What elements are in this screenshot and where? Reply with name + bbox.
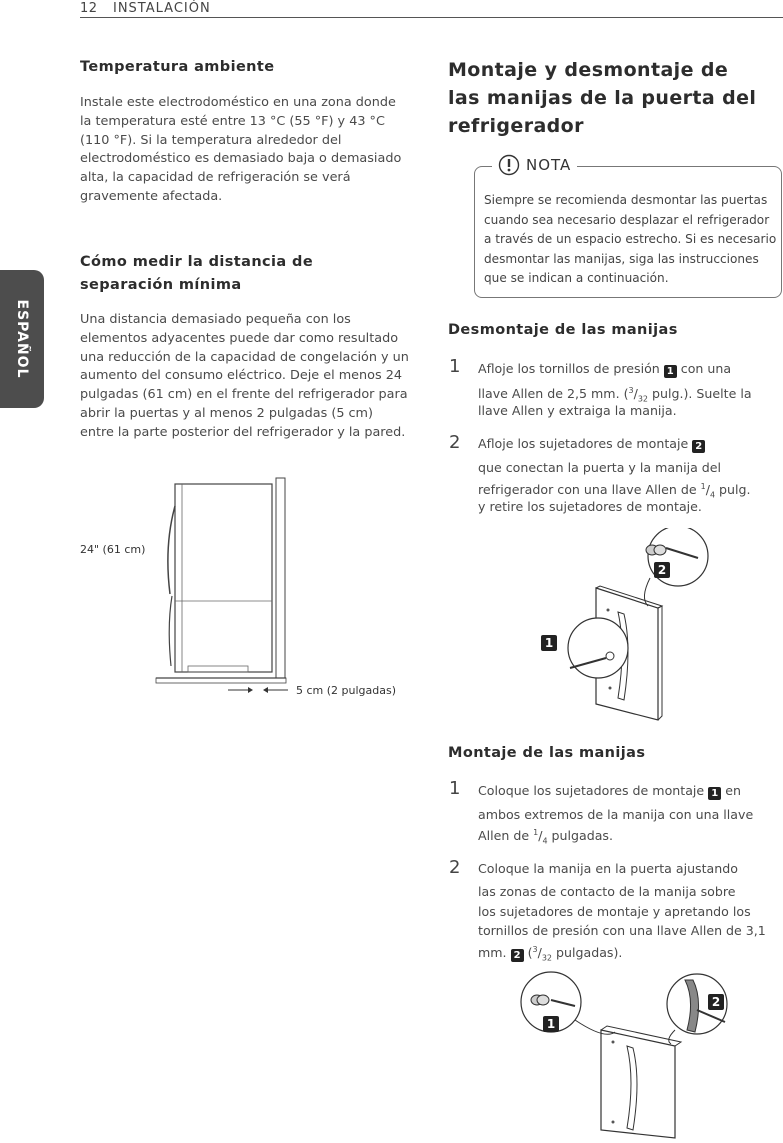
fraction: $^3/_{32}$ <box>628 386 649 404</box>
removal-step2-line4: y retire los sujetadores de montaje. <box>478 499 702 514</box>
clearance-heading-line1: Cómo medir la distancia de <box>80 254 314 270</box>
temp-heading: Temperatura ambiente <box>80 59 275 75</box>
removal-step1-number: 1 <box>449 356 461 377</box>
rear-distance-label: 5 cm (2 pulgadas) <box>296 684 397 697</box>
mount-step1-text-d: Allen de <box>478 828 534 844</box>
temp-paragraph: Instale este electrodoméstico en una zona donde la temperatura esté entre 13 °C (55 °F) y 43 °C (110 °F). Si la temperatura alrededor del electrodoméstico es demasiado baja o demasiado alta, la capacidad de refrigeración se verá gravemente afectada. <box>80 95 402 204</box>
mount-step1-text-e: pulgadas. <box>547 828 613 844</box>
mount-illustration <box>515 970 735 1140</box>
removal-step1-line1 <box>478 359 778 378</box>
mount-step1-line3 <box>478 823 613 851</box>
section-title: INSTALACIÓN <box>113 1 211 16</box>
fraction: $^1/_4$ <box>533 828 548 846</box>
main-heading-line3: refrigerador <box>448 115 584 137</box>
removal-step2-text-a: Afloje los sujetadores de montaje <box>478 436 689 451</box>
removal-step1-text-a: Afloje los tornillos de presión <box>478 361 660 376</box>
note-text: Siempre se recomienda desmontar las puertas cuando sea necesario desplazar el refrigerador a través de un espacio estrecho. Si es necesario desmontar las manijas, siga las instrucciones que se indican a continuación. <box>484 193 777 286</box>
removal-heading: Desmontaje de las manijas <box>448 322 678 338</box>
fridge-clearance-diagram <box>150 476 290 694</box>
main-heading-line2: las manijas de la puerta del <box>448 87 757 109</box>
removal-step1-text-b: con una <box>680 361 732 376</box>
mount-step2-text-e: mm. <box>478 945 507 961</box>
warning-icon <box>498 154 520 176</box>
removal-illustration <box>530 528 710 724</box>
main-heading-line1: Montaje y desmontaje de <box>448 59 729 81</box>
callout-badge-2: 2 <box>511 949 524 962</box>
removal-step1-text-d: pulg.). Suelte la <box>648 386 752 402</box>
callout-badge-1: 1 <box>708 787 721 800</box>
illustration-callout-1: 1 <box>541 631 557 651</box>
rear-gap-arrows <box>226 683 292 697</box>
clearance-paragraph: Una distancia demasiado pequeña con los elementos adyacentes puede dar como resultado una reducción de la capacidad de congelación y un aumento del consumo eléctrico. Deje el menos 24 pulgadas (61 cm) en el frente del refrigerador para abrir la puertas y al menos 2 pulgadas (5 cm) entre la parte posterior del refrigerador y la pared. <box>80 312 409 440</box>
note-header <box>492 152 577 178</box>
callout-badge-2: 2 <box>692 440 705 453</box>
mount-step2-line2: las zonas de contacto de la manija sobre <box>478 884 736 899</box>
removal-step2-text-d: pulg. <box>715 482 751 498</box>
mount-step1-text-a: Coloque los sujetadores de montaje <box>478 783 705 798</box>
mount-step2-line1: Coloque la manija en la puerta ajustando <box>478 861 738 876</box>
removal-step2-line2: que conectan la puerta y la manija del <box>478 460 722 475</box>
illustration-callout-2: 2 <box>654 558 670 578</box>
mount-step2-line5 <box>478 940 622 968</box>
clearance-heading-line2: separación mínima <box>80 277 242 293</box>
mount-illustration-callout-1: 1 <box>543 1012 559 1032</box>
fraction: $^1/_4$ <box>700 482 716 500</box>
mount-step2-number: 2 <box>449 857 461 878</box>
front-distance-label: 24" (61 cm) <box>80 543 146 556</box>
language-tab <box>0 270 44 408</box>
mount-illustration-callout-2: 2 <box>708 990 724 1010</box>
header-rule <box>80 17 783 18</box>
removal-step2-line1 <box>478 434 778 453</box>
removal-step2-number: 2 <box>449 432 461 453</box>
mount-step1-line1 <box>478 781 778 800</box>
callout-badge-1: 1 <box>664 365 677 378</box>
mount-step2-text-f: ( <box>523 945 533 961</box>
mount-step1-line2: ambos extremos de la manija con una llave <box>478 807 754 822</box>
removal-step2-text-c: refrigerador con una llave Allen de <box>478 482 701 498</box>
mount-heading: Montaje de las manijas <box>448 745 646 761</box>
fraction: $^3/_{32}$ <box>532 945 553 963</box>
removal-step1-text-c: llave Allen de 2,5 mm. ( <box>478 386 629 402</box>
page-number: 12 <box>80 1 98 16</box>
mount-step2-line3: los sujetadores de montaje y apretando los <box>478 904 751 919</box>
mount-step2-text-g: pulgadas). <box>552 945 623 961</box>
mount-step1-number: 1 <box>449 778 461 799</box>
note-title: NOTA <box>526 156 572 174</box>
removal-step1-line3: llave Allen y extraiga la manija. <box>478 403 677 418</box>
language-tab-label: ESPAÑOL <box>14 299 30 379</box>
mount-step1-text-b: en <box>725 783 741 798</box>
mount-step2-line4: tornillos de presión con una llave Allen de 3,1 <box>478 923 766 938</box>
